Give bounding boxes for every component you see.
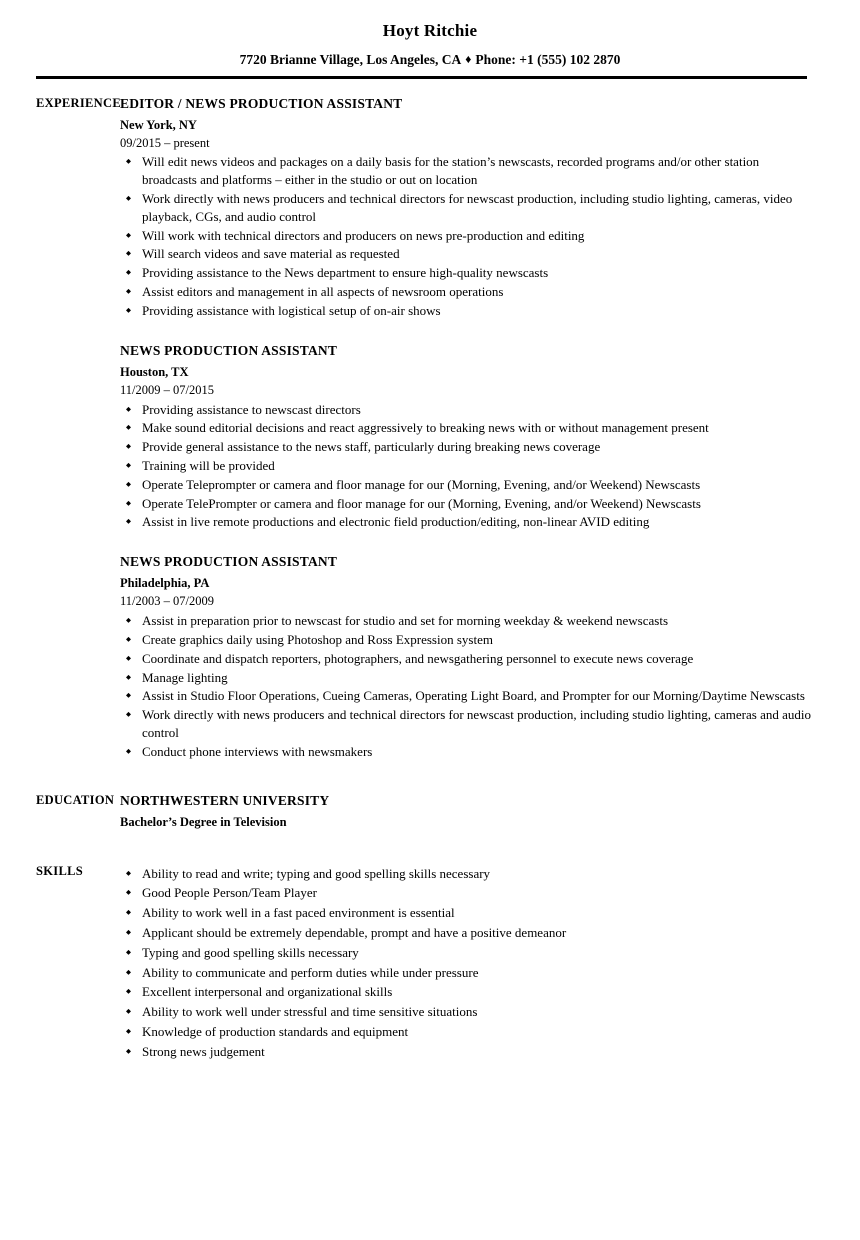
- section-label-education: EDUCATION: [36, 792, 115, 807]
- skill-bullet: ◆ Ability to work well under stressful and time sensitive situations: [120, 1003, 814, 1021]
- skill-bullet: ◆ Excellent interpersonal and organizational skills: [120, 983, 814, 1001]
- skill-bullet: ◆ Knowledge of production standards and equipment: [120, 1023, 814, 1041]
- job-entry: [120, 95, 814, 320]
- job-bullet: ◆ Will edit news videos and packages on a daily basis for the station’s newscasts, recorded programs and/or other station broadcasts and platforms – either in the studio or out on location: [120, 153, 814, 189]
- education-school: NORTHWESTERN UNIVERSITY: [120, 792, 330, 808]
- job-bullet: ◆ Assist editors and management in all aspects of newsroom operations: [120, 283, 814, 301]
- skills-bullet-list: [120, 865, 814, 1061]
- candidate-address: 7720 Brianne Village, Los Angeles, CA: [239, 52, 462, 68]
- job-bullet: ◆ Assist in Studio Floor Operations, Cueing Cameras, Operating Light Board, and Prompter for our Morning/Daytime Newscasts: [120, 687, 814, 705]
- skill-bullet: ◆ Ability to work well in a fast paced environment is essential: [120, 904, 814, 922]
- contact-line: [0, 52, 860, 69]
- job-bullet: ◆ Providing assistance with logistical setup of on-air shows: [120, 302, 814, 320]
- header-divider: [36, 76, 807, 78]
- job-dates: 11/2003 – 07/2009: [120, 594, 214, 609]
- job-bullet-list: [120, 401, 814, 532]
- job-bullet: ◆ Providing assistance to newscast directors: [120, 401, 814, 419]
- job-entry: [120, 553, 814, 760]
- experience-section: [0, 95, 860, 761]
- job-bullet: ◆ Make sound editorial decisions and react aggressively to breaking news with or without management present: [120, 419, 814, 437]
- job-bullet: ◆ Assist in preparation prior to newscast for studio and set for morning weekday & weekend newscasts: [120, 612, 814, 630]
- candidate-phone: Phone: +1 (555) 102 2870: [475, 52, 621, 68]
- diamond-separator-icon: ♦: [465, 52, 472, 67]
- job-entry: [120, 342, 814, 532]
- job-bullet-list: [120, 612, 814, 760]
- job-bullet: ◆ Operate Teleprompter or camera and floor manage for our (Morning, Evening, and/or Weekend) Newscasts: [120, 476, 814, 494]
- skill-bullet: ◆ Strong news judgement: [120, 1043, 814, 1061]
- job-bullet: ◆ Manage lighting: [120, 669, 814, 687]
- skill-bullet: ◆ Typing and good spelling skills necessary: [120, 944, 814, 962]
- job-bullet: ◆ Create graphics daily using Photoshop and Ross Expression system: [120, 631, 814, 649]
- skill-bullet: ◆ Good People Person/Team Player: [120, 884, 814, 902]
- section-label-skills: SKILLS: [36, 863, 83, 878]
- resume-header: [0, 0, 860, 79]
- job-bullet: ◆ Will work with technical directors and producers on news pre-production and editing: [120, 227, 814, 245]
- skill-bullet: ◆ Applicant should be extremely dependable, prompt and have a positive demeanor: [120, 924, 814, 942]
- experience-body: [120, 95, 860, 761]
- job-bullet: ◆ Assist in live remote productions and electronic field production/editing, non-linear AVID editing: [120, 513, 814, 531]
- job-bullet: ◆ Provide general assistance to the news staff, particularly during breaking news coverage: [120, 438, 814, 456]
- job-dates: 11/2009 – 07/2015: [120, 382, 214, 397]
- education-degree: Bachelor’s Degree in Television: [120, 814, 287, 829]
- education-section: [0, 792, 860, 831]
- job-bullet: ◆ Training will be provided: [120, 457, 814, 475]
- job-location: New York, NY: [120, 117, 197, 132]
- section-label-experience: EXPERIENCE: [36, 95, 121, 110]
- skills-section: [0, 863, 860, 1061]
- job-bullet: ◆ Coordinate and dispatch reporters, photographers, and newsgathering personnel to execute news coverage: [120, 650, 814, 668]
- job-bullet: ◆ Will search videos and save material as requested: [120, 245, 814, 263]
- education-body: [120, 792, 860, 831]
- skills-body: [120, 863, 860, 1061]
- job-bullet-list: [120, 153, 814, 319]
- job-location: Philadelphia, PA: [120, 576, 210, 591]
- job-bullet: ◆ Operate TelePrompter or camera and floor manage for our (Morning, Evening, and/or Weekend) Newscasts: [120, 495, 814, 513]
- job-bullet: ◆ Conduct phone interviews with newsmakers: [120, 743, 814, 761]
- job-location: Houston, TX: [120, 364, 189, 379]
- job-bullet: ◆ Work directly with news producers and technical directors for newscast production, including studio lighting, cameras, video playback, CGs, and audio control: [120, 190, 814, 226]
- job-title: NEWS PRODUCTION ASSISTANT: [120, 342, 338, 358]
- job-bullet: ◆ Providing assistance to the News department to ensure high-quality newscasts: [120, 264, 814, 282]
- candidate-name: Hoyt Ritchie: [382, 21, 478, 40]
- job-bullet: ◆ Work directly with news producers and technical directors for newscast production, including studio lighting, cameras and audio control: [120, 706, 814, 742]
- job-title: EDITOR / NEWS PRODUCTION ASSISTANT: [120, 95, 403, 111]
- job-title: NEWS PRODUCTION ASSISTANT: [120, 554, 338, 570]
- skill-bullet: ◆ Ability to communicate and perform duties while under pressure: [120, 964, 814, 982]
- job-dates: 09/2015 – present: [120, 135, 210, 150]
- skill-bullet: ◆ Ability to read and write; typing and good spelling skills necessary: [120, 865, 814, 883]
